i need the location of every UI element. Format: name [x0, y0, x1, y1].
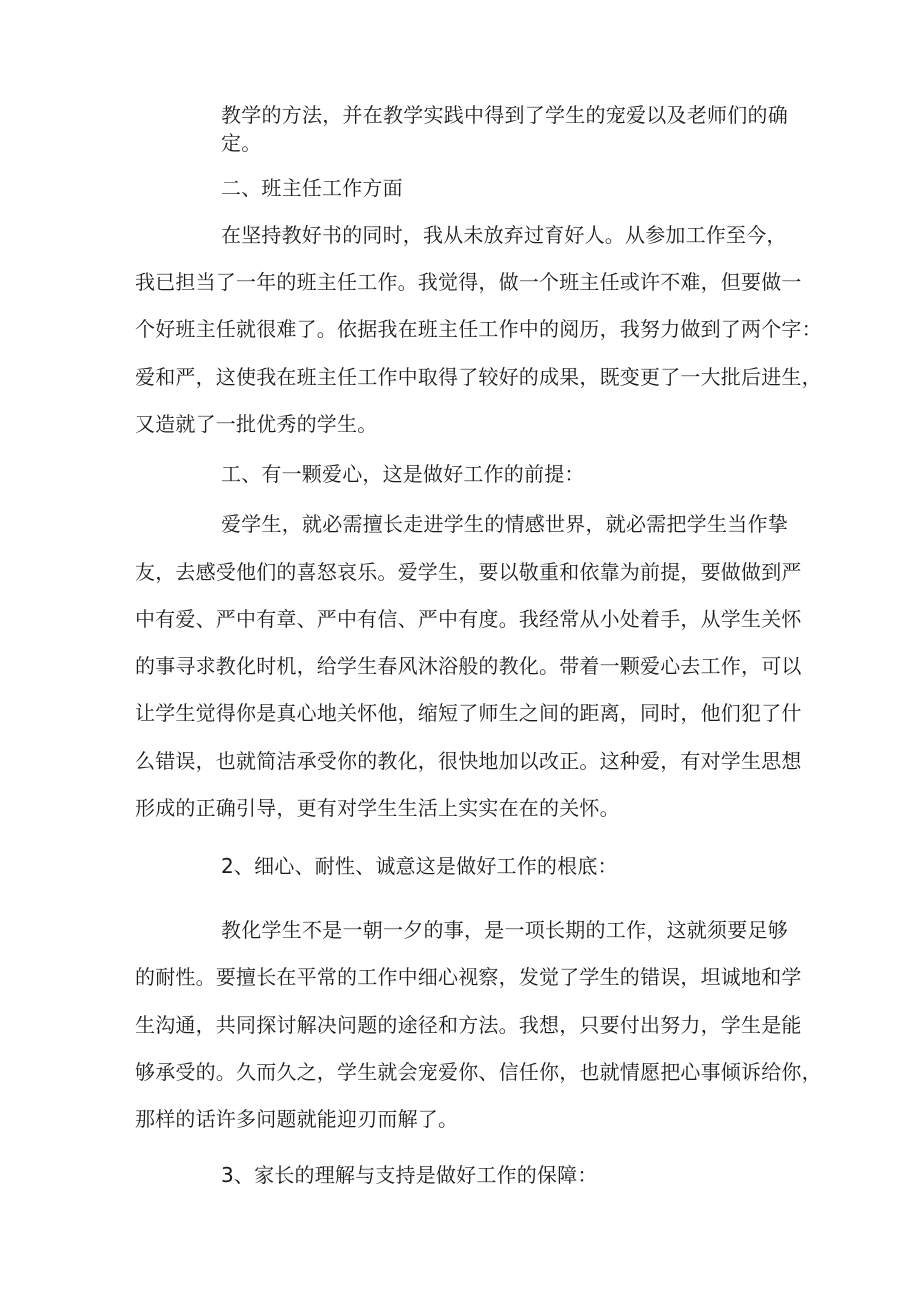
paragraph-line: 友，去感受他们的喜怒哀乐。爱学生，要以敬重和依靠为前提，要做做到严: [135, 560, 802, 584]
paragraph-line: 么错误，也就简洁承受你的教化，很快地加以改正。这种爱，有对学生思想: [135, 749, 802, 773]
paragraph-line: 中有爱、严中有章、严中有信、严中有度。我经常从小处着手，从学生关怀: [135, 607, 802, 631]
section-heading: 3、家长的理解与支持是做好工作的保障：: [221, 1163, 598, 1187]
paragraph-line: 教化学生不是一朝一夕的事，是一项长期的工作，这就须要足够: [221, 918, 788, 942]
paragraph-line: 又造就了一批优秀的学生。: [135, 412, 378, 436]
paragraph-line: 定。: [221, 131, 262, 155]
paragraph-line: 在坚持教好书的同时，我从未放弃过育好人。从参加工作至今，: [221, 223, 787, 247]
section-heading: 2、细心、耐性、诚意这是做好工作的根底：: [221, 854, 618, 878]
paragraph-line: 个好班主任就很难了。依据我在班主任工作中的阅历，我努力做到了两个字：: [135, 317, 822, 341]
paragraph-line: 那样的话许多问题就能迎刃而解了。: [135, 1107, 459, 1131]
paragraph-line: 够承受的。久而久之，学生就会宠爱你、信任你，也就情愿把心事倾诉给你，: [135, 1060, 822, 1084]
paragraph-line: 让学生觉得你是真心地关怀他，缩短了师生之间的距离，同时，他们犯了什: [135, 701, 802, 725]
paragraph-line: 我已担当了一年的班主任工作。我觉得，做一个班主任或许不难，但要做一: [135, 270, 802, 294]
section-heading: 二、班主任工作方面: [221, 176, 403, 200]
paragraph-line: 生沟通，共同探讨解决问题的途径和方法。我想，只要付出努力，学生是能: [135, 1013, 802, 1037]
paragraph-line: 的事寻求教化时机，给学生春风沐浴般的教化。带着一颗爱心去工作，可以: [135, 654, 802, 678]
paragraph-line: 爱和严，这使我在班主任工作中取得了较好的成果，既变更了一大批后进生，: [135, 365, 822, 389]
paragraph-line: 形成的正确引导，更有对学生生活上实实在在的关怀。: [135, 796, 620, 820]
paragraph-line: 的耐性。要擅长在平常的工作中细心视察，发觉了学生的错误，坦诚地和学: [135, 965, 802, 989]
paragraph-line: 爱学生，就必需擅长走进学生的情感世界，就必需把学生当作挚: [221, 512, 788, 536]
paragraph-line: 教学的方法，并在教学实践中得到了学生的宠爱以及老师们的确: [221, 103, 788, 127]
section-heading: 工、有一颗爱心，这是做好工作的前提：: [221, 462, 585, 486]
